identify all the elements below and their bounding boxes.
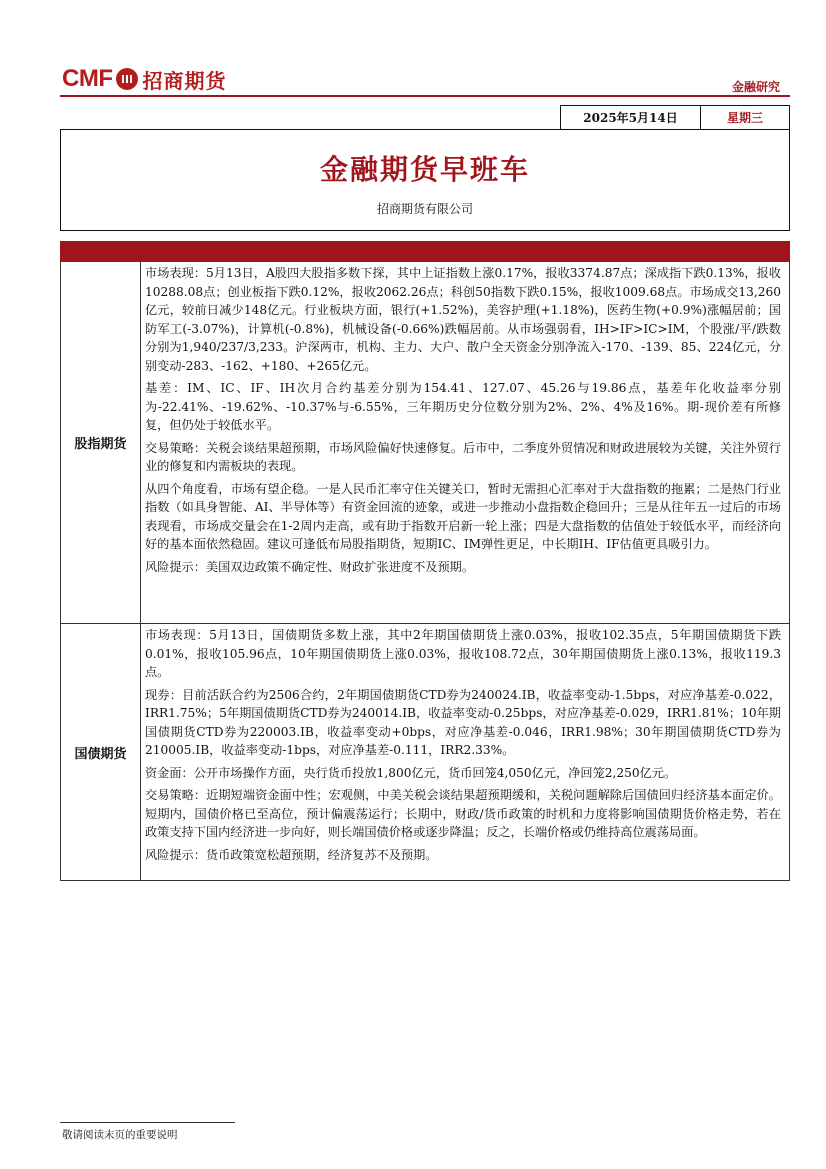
section-content <box>61 262 789 623</box>
paragraph: 基差：IM、IC、IF、IH次月合约基差分别为154.41、127.07、45.26与19.86点，基差年化收益率分别为-22.41%、-19.62%、-10.37%与-6.55%，三年期历史分位数分别为2%、2%、4%及16%。期-现价差有所修复，但仍处于较低水平。 <box>145 381 781 432</box>
footer-divider <box>60 1122 235 1123</box>
logo-emblem-icon <box>116 68 138 90</box>
paragraph: 交易策略：关税会谈结果超预期，市场风险偏好快速修复。后市中，二季度外贸情况和财政进展较为关键，关注外贸行业的修复和内需板块的表现。 <box>145 440 781 473</box>
header-divider <box>60 95 790 97</box>
section-band <box>60 241 790 262</box>
footer-disclaimer: 敬请阅读末页的重要说明 <box>62 1129 178 1141</box>
paragraph: 风险提示：美国双边政策不确定性、财政扩张进度不及预期。 <box>145 559 475 574</box>
section-content <box>61 624 789 880</box>
paragraph: 市场表现：5月13日，国债期货多数上涨，其中2年期国债期货上涨0.03%，报收102.35点，5年期国债期货下跌0.01%，报收105.96点，10年期国债期货上涨0.03%，报收108.72点，30年期国债期货上涨0.13%，报收119.3点。 <box>145 628 781 679</box>
title-box <box>60 129 790 231</box>
section-label: 金融研究 <box>731 80 780 94</box>
date-box <box>560 105 790 130</box>
report-weekday: 星期三 <box>726 111 763 125</box>
paragraph: 交易策略：近期短端资金面中性；宏观侧，中美关税会谈结果超预期缓和，关税问题解除后国债回归经济基本面定价。短期内，国债价格已至高位，预计偏震荡运行；长期中，财政/货币政策的时机和力度将影响国债期货价格走势，若在政策支持下国内经济进一步向好，则长端国债价格或逐步降温；反之，长端价格或仍维持高位震荡局面。 <box>145 788 781 839</box>
table-row <box>61 262 789 623</box>
content-table <box>60 262 790 881</box>
company-name: 招商期货有限公司 <box>376 202 473 216</box>
page-title: 金融期货早班车 <box>319 153 530 186</box>
category-label: 国债期货 <box>61 624 141 880</box>
logo-chinese: 招商期货 <box>142 68 227 93</box>
paragraph: 风险提示：货币政策宽松超预期，经济复苏不及预期。 <box>145 847 438 862</box>
paragraph: 从四个角度看，市场有望企稳。一是人民币汇率守住关键关口，暂时无需担心汇率对于大盘指数的拖累；二是热门行业指数（如具身智能、AI、半导体等）有资金回流的迹象，或进一步推动小盘指数企稳回升；三是从往年五一过后的市场表现看，市场成交量会在1-2周内走高，或有助于指数开启新一轮上涨；四是大盘指数的估值处于较低水平，而经济向好的基本面依然稳固。建议可逢低布局股指期货，短期IC、IM弹性更足，中长期IH、IF估值更具吸引力。 <box>145 481 781 551</box>
paragraph: 现券：目前活跃合约为2506合约，2年期国债期货CTD券为240024.IB，收益率变动-1.5bps，对应净基差-0.022，IRR1.75%；5年期国债期货CTD券为240014.IB，收益率变动-0.25bps，对应净基差-0.029，IRR1.81%；10年期国债期货CTD券为220003.IB，收益率变动+0bps，对应净基差-0.046，IRR1.98%；30年期国债期货CTD券为210005.IB，收益率变动-1bps，对应净基差-0.111，IRR2.33%。 <box>145 687 781 757</box>
logo-latin: CMF <box>62 65 113 92</box>
table-row <box>61 623 789 880</box>
paragraph: 市场表现：5月13日，A股四大股指多数下探，其中上证指数上涨0.17%，报收3374.87点；深成指下跌0.13%，报收10288.08点；创业板指下跌0.12%，报收2062.26点；科创50指数下跌0.15%，报收1009.68点。市场成交13,260亿元，较前日减少148亿元。行业板块方面，银行(+1.52%)，美容护理(+1.18%)，医药生物(+0.9%)涨幅居前；国防军工(-3.07%)，计算机(-0.8%)，机械设备(-0.66%)跌幅居前。从市场强弱看，IH>IF>IC>IM，个股涨/平/跌数分别为1,940/237/3,233。沪深两市，机构、主力、大户、散户全天资金分别净流入-170、-139、85、224亿元，分别变动-283、-162、+180、+265亿元。 <box>145 266 781 373</box>
paragraph: 资金面：公开市场操作方面，央行货币投放1,800亿元，货币回笼4,050亿元，净回笼2,250亿元。 <box>145 765 677 780</box>
category-label: 股指期货 <box>61 262 141 623</box>
report-date: 2025年5月14日 <box>561 106 701 129</box>
company-logo <box>62 64 226 94</box>
